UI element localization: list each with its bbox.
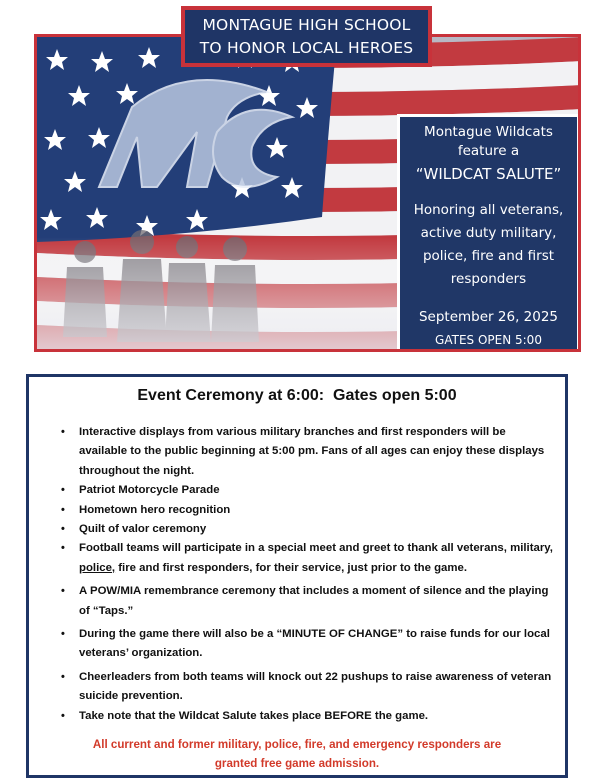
free-admission-note (29, 735, 565, 773)
bullet-icon: • (61, 503, 65, 516)
bullet-icon: • (61, 585, 65, 598)
footer-line-1: All current and former military, police, fire, and emergency responders are (92, 738, 502, 751)
list-item-text: Take note that the Wildcat Salute takes place BEFORE the game. (79, 709, 429, 722)
list-item-text: Cheerleaders from both teams will knock out 22 pushups to raise awareness of veteran suicide prevention. (79, 670, 552, 703)
title-line-2: TO HONOR LOCAL HEROES (199, 39, 414, 57)
info-honoring-text (400, 199, 577, 291)
bullet-icon: • (61, 670, 65, 683)
list-item (55, 707, 553, 726)
event-ceremony-heading: Event Ceremony at 6:00: Gates open 5:00 (137, 387, 457, 404)
list-item-text: Football teams will participate in a special meet and greet to thank all veterans, military, (79, 542, 553, 555)
bullet-icon: • (61, 523, 65, 536)
list-item-text: fire and first responders, for their service, just prior to the game. (115, 561, 468, 574)
page-title-banner (181, 6, 432, 67)
list-item-text: Interactive displays from various military branches and first responders will be available to the public beginning at 5:00 pm. Fans of all ages can enjoy these displays throughout the night. (79, 426, 545, 477)
list-item-text: Hometown hero recognition (79, 503, 231, 516)
info-line-1: Montague Wildcats (424, 124, 553, 140)
hero-banner (34, 34, 581, 352)
footer-line-2: granted free game admission. (214, 757, 380, 770)
gates-open-time: GATES OPEN 5:00 (435, 333, 542, 347)
list-item (55, 582, 553, 621)
list-item-text: A POW/MIA remembrance ceremony that includes a moment of silence and the playing of “Taps.” (79, 585, 549, 617)
bullet-icon: • (61, 542, 65, 555)
event-info-panel (397, 114, 580, 352)
list-item (55, 501, 553, 520)
list-item (55, 668, 553, 707)
list-item-text: Quilt of valor ceremony (79, 523, 207, 536)
event-list (55, 423, 553, 726)
honor-line: active duty military, (420, 225, 557, 241)
list-item (55, 539, 553, 578)
list-item (55, 481, 553, 500)
honor-line: responders (450, 271, 527, 287)
title-line-1: MONTAGUE HIGH SCHOOL (202, 16, 411, 34)
list-item (55, 520, 553, 539)
bullet-icon: • (61, 709, 65, 722)
info-salute-title: “WILDCAT SALUTE” (415, 165, 562, 183)
list-item-text: During the game there will also be a “MINUTE OF CHANGE” to raise funds for our local veterans’ organization. (79, 628, 550, 660)
event-date: September 26, 2025 (418, 309, 559, 325)
underlined-word: police, (79, 561, 116, 574)
info-line-2: feature a (457, 143, 520, 159)
bullet-icon: • (61, 426, 65, 438)
event-details-box (26, 374, 568, 778)
list-item (55, 625, 553, 664)
honor-line: Honoring all veterans, (413, 202, 564, 218)
bullet-icon: • (61, 628, 65, 641)
bullet-icon: • (61, 484, 65, 497)
list-item (55, 423, 553, 481)
list-item-text: Patriot Motorcycle Parade (79, 484, 220, 497)
honor-line: police, fire and first (422, 248, 555, 264)
